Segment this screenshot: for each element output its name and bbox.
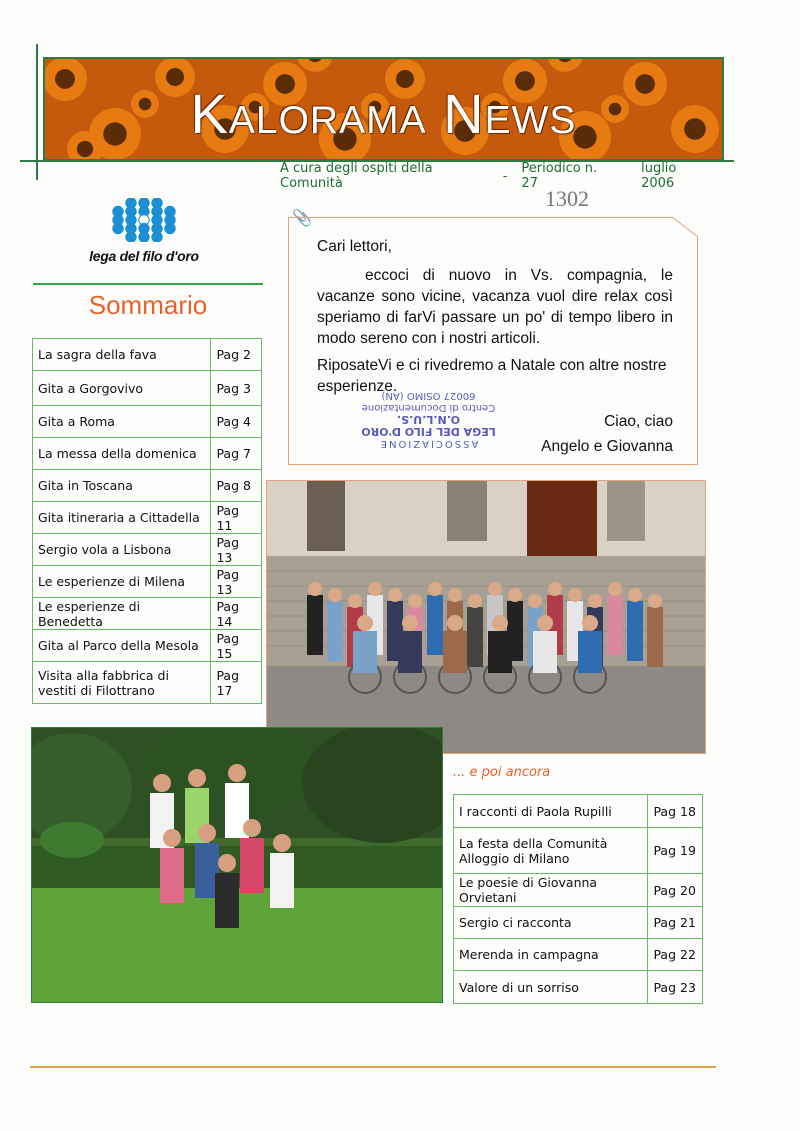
toc-title: Le esperienze di Milena bbox=[33, 566, 211, 598]
toc-page: Pag 15 bbox=[211, 630, 262, 662]
toc-row bbox=[33, 598, 262, 630]
toc-row bbox=[33, 371, 262, 406]
toc-page: Pag 21 bbox=[648, 907, 703, 939]
toc-title: Gita itineraria a Cittadella bbox=[33, 502, 211, 534]
toc-title: Valore di un sorriso bbox=[454, 971, 648, 1004]
editorial-letter bbox=[288, 217, 698, 465]
toc-row bbox=[454, 795, 703, 828]
letter-paragraph-2: RiposateVi e ci rivedremo a Natale con altre nostre esperienze. bbox=[317, 357, 667, 395]
toc-row bbox=[454, 939, 703, 971]
sommario-rule bbox=[33, 283, 263, 285]
toc-row bbox=[454, 971, 703, 1004]
stamp-line-4: 60027 OSIMO (AN) bbox=[381, 390, 476, 401]
toc-title: Gita a Gorgovivo bbox=[33, 371, 211, 406]
toc-page: Pag 23 bbox=[648, 971, 703, 1004]
toc-page: Pag 17 bbox=[211, 662, 262, 704]
poi-ancora-table bbox=[453, 794, 703, 1004]
toc-row bbox=[33, 566, 262, 598]
paperclip-icon: 📎 bbox=[292, 208, 312, 227]
masthead-separator: - bbox=[502, 168, 508, 184]
bottom-rule bbox=[30, 1066, 716, 1068]
masthead-title: Kalorama News bbox=[190, 82, 577, 145]
toc-row bbox=[33, 438, 262, 470]
lega-del-filo-doro-logo-icon bbox=[108, 198, 180, 242]
sommario-title: Sommario bbox=[88, 290, 208, 320]
masthead-subtitle: A cura degli ospiti della Comunità bbox=[280, 161, 433, 191]
toc-page: Pag 14 bbox=[211, 598, 262, 630]
toc-page: Pag 11 bbox=[211, 502, 262, 534]
logo bbox=[74, 198, 214, 268]
toc-row bbox=[33, 406, 262, 438]
toc-row bbox=[33, 662, 262, 704]
toc-title: La sagra della fava bbox=[33, 339, 211, 371]
association-stamp bbox=[341, 389, 516, 449]
toc-title: Gita al Parco della Mesola bbox=[33, 630, 211, 662]
toc-title: La messa della domenica bbox=[33, 438, 211, 470]
masthead-banner bbox=[43, 57, 724, 161]
toc-page: Pag 7 bbox=[211, 438, 262, 470]
toc-title: Le poesie di Giovanna Orvietani bbox=[454, 874, 648, 907]
toc-title: Le esperienze di Benedetta bbox=[33, 598, 211, 630]
toc-row bbox=[454, 907, 703, 939]
toc-row bbox=[33, 630, 262, 662]
stamp-line-3: Centro di Documentazione bbox=[361, 402, 496, 413]
sommario-table bbox=[32, 338, 262, 704]
logo-label: lega del filo d'oro bbox=[89, 248, 199, 264]
toc-title: Merenda in campagna bbox=[454, 939, 648, 971]
letter-signature: Angelo e Giovanna bbox=[541, 438, 673, 455]
toc-title: Visita alla fabbrica di vestiti di Filottrano bbox=[33, 662, 211, 704]
toc-row bbox=[454, 874, 703, 907]
toc-row bbox=[33, 502, 262, 534]
toc-row bbox=[454, 828, 703, 874]
toc-page: Pag 8 bbox=[211, 470, 262, 502]
toc-row bbox=[33, 339, 262, 371]
stamp-line-2: LEGA DEL FILO D'ORO O.N.L.U.S. bbox=[361, 413, 496, 438]
masthead-subtitle-bar bbox=[280, 161, 710, 191]
toc-title: Gita in Toscana bbox=[33, 470, 211, 502]
garden-photo-image bbox=[32, 728, 442, 1002]
toc-title: Gita a Roma bbox=[33, 406, 211, 438]
letter-paragraph-1: eccoci di nuovo in Vs. compagnia, le vacanze sono vicine, vacanza vuol dire relax così speriamo di farVi passare un po' di tempo libero in modo sereno con i nostri articoli. bbox=[317, 267, 673, 347]
toc-title: I racconti di Paola Rupilli bbox=[454, 795, 648, 828]
issue-date: luglio 2006 bbox=[641, 161, 677, 191]
page-fold-icon bbox=[672, 217, 698, 237]
group-photo-image bbox=[267, 481, 705, 753]
letter-closing: Ciao, ciao bbox=[604, 413, 673, 430]
stamp-line-1: ASSOCIAZIONE bbox=[378, 438, 479, 449]
letter-greeting: Cari lettori, bbox=[317, 238, 392, 255]
toc-page: Pag 13 bbox=[211, 534, 262, 566]
toc-page: Pag 3 bbox=[211, 371, 262, 406]
toc-title: La festa della Comunità Alloggio di Milano bbox=[454, 828, 648, 874]
toc-page: Pag 20 bbox=[648, 874, 703, 907]
group-photo-palace-steps bbox=[266, 480, 706, 754]
toc-title: Sergio vola a Lisbona bbox=[33, 534, 211, 566]
toc-page: Pag 19 bbox=[648, 828, 703, 874]
toc-page: Pag 22 bbox=[648, 939, 703, 971]
toc-title: Sergio ci racconta bbox=[454, 907, 648, 939]
toc-page: Pag 18 bbox=[648, 795, 703, 828]
toc-page: Pag 4 bbox=[211, 406, 262, 438]
handwritten-note: 1302 bbox=[545, 186, 589, 211]
toc-row bbox=[33, 470, 262, 502]
toc-page: Pag 13 bbox=[211, 566, 262, 598]
poi-ancora-heading: ... e poi ancora bbox=[453, 765, 551, 780]
group-photo-garden bbox=[31, 727, 443, 1003]
toc-row bbox=[33, 534, 262, 566]
toc-page: Pag 2 bbox=[211, 339, 262, 371]
issue-number: Periodico n. 27 bbox=[521, 161, 598, 191]
